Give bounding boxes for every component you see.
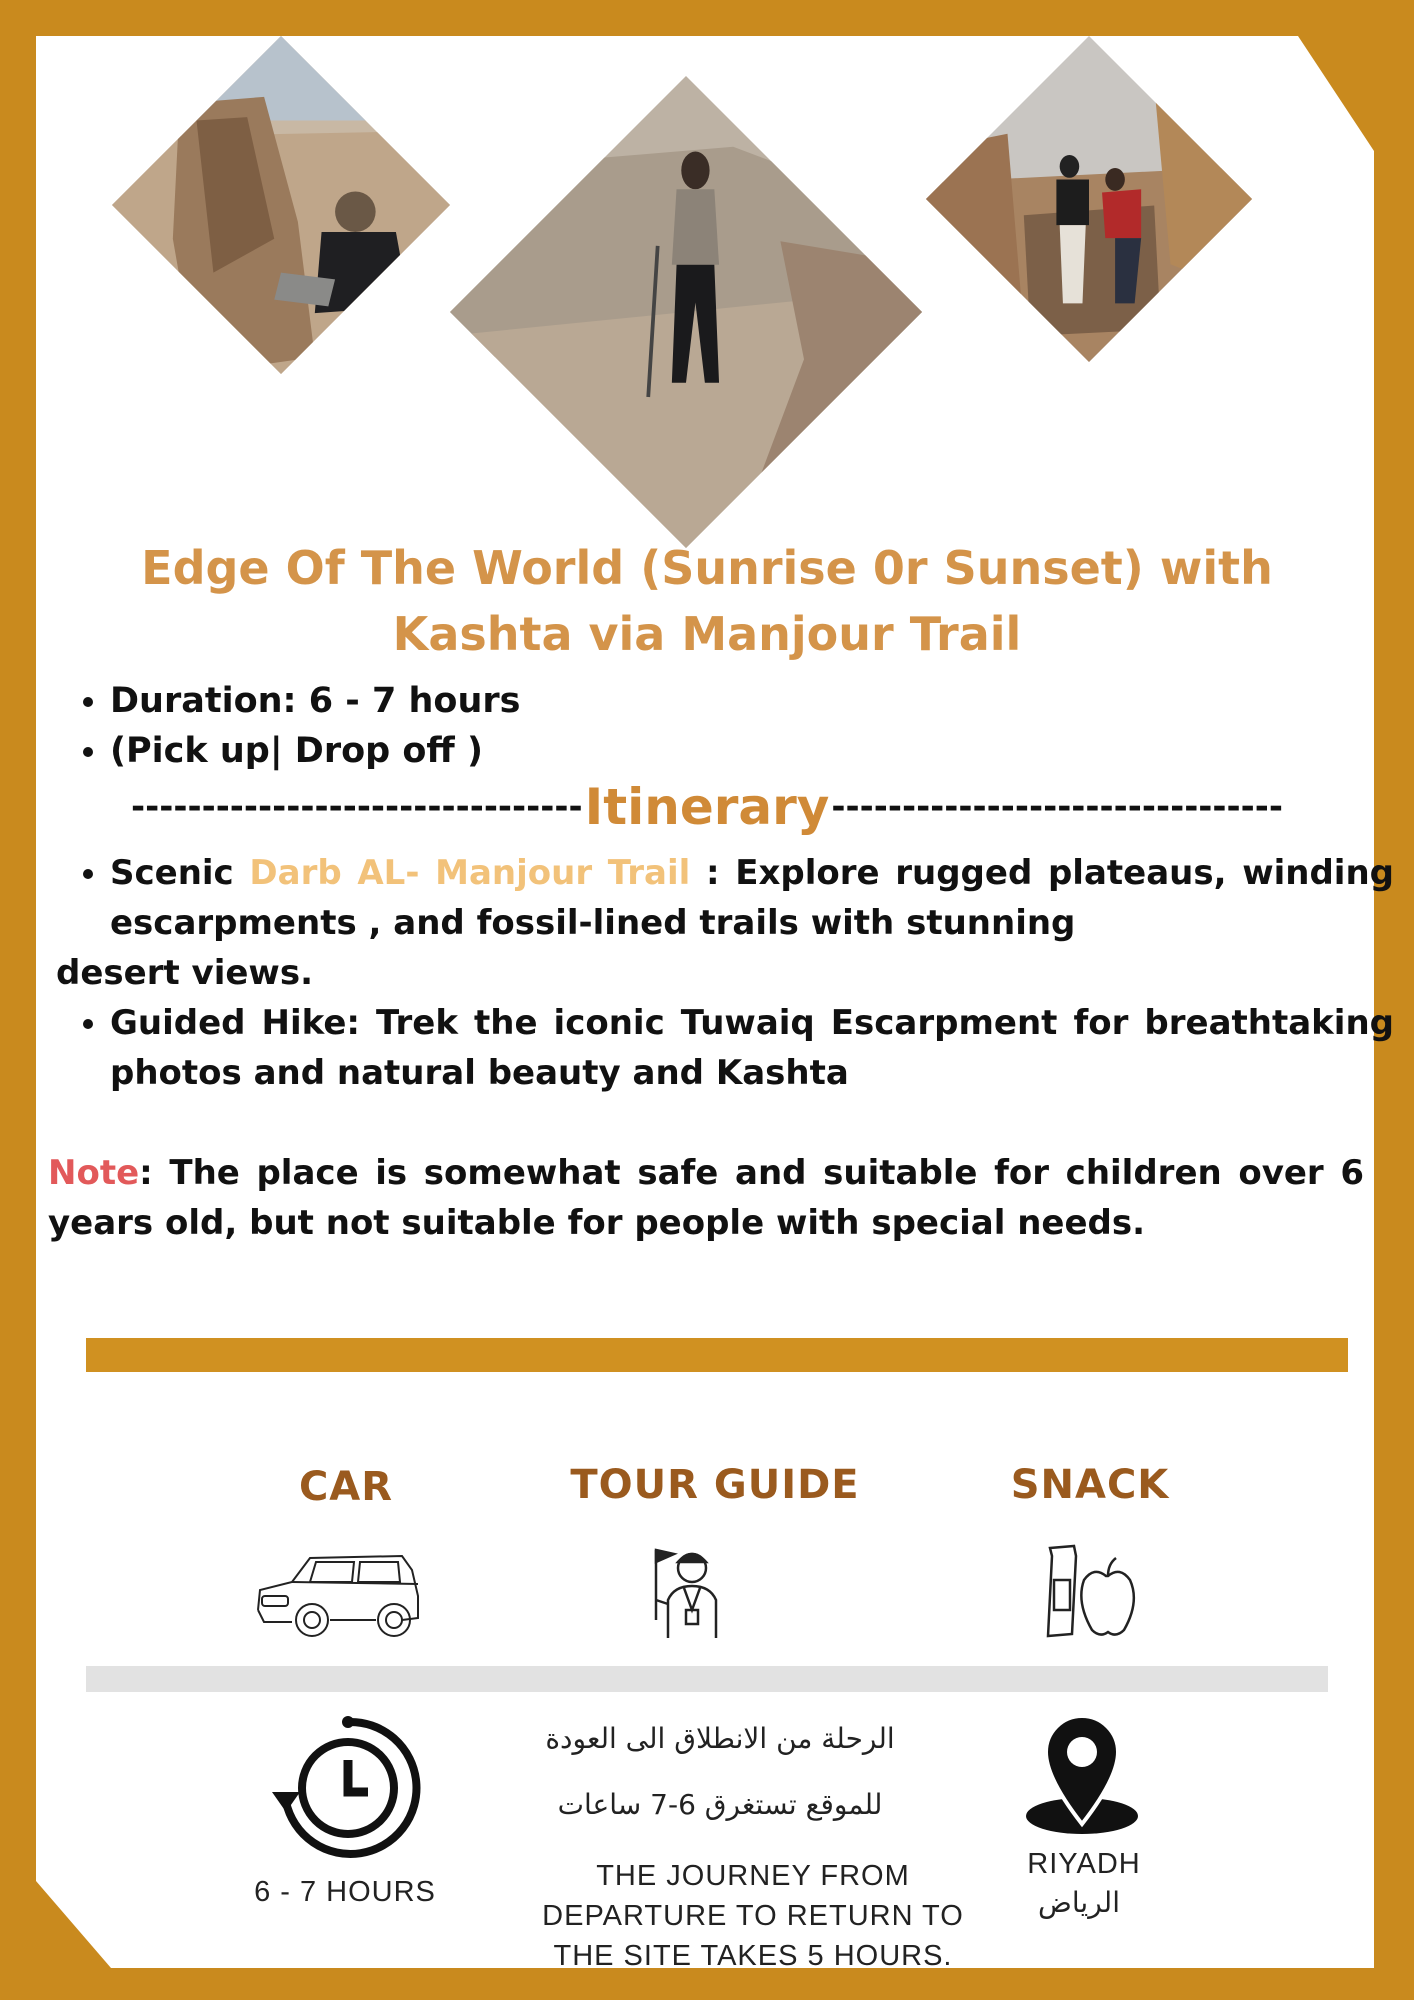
location-pin-icon	[1024, 1712, 1140, 1836]
itinerary-item-trail	[110, 848, 1394, 948]
clock-icon	[268, 1712, 428, 1858]
itinerary-list-2	[80, 998, 1394, 1098]
journey-description: THE JOURNEY FROM DEPARTURE TO RETURN TO THE SITE TAKES 5 HOURS.	[542, 1860, 964, 1972]
note-paragraph	[48, 1148, 1364, 1248]
city-label: RIYADH	[1027, 1848, 1141, 1880]
note-text: : The place is somewhat safe and suitable for children over 6 years old, but not suitable for people with special needs.	[48, 1153, 1364, 1243]
duration-hours-label: 6 - 7 HOURS	[254, 1876, 436, 1908]
trip-title: Edge Of The World (Sunrise 0r Sunset) with Kashta via Manjour Trail	[141, 541, 1273, 661]
car-icon	[252, 1540, 424, 1640]
city-label-arabic: الرياض	[1038, 1886, 1120, 1919]
itinerary-item-hike: • Guided Hike: Trek the iconic Tuwaiq Escarpment for breathtaking photos and natural beauty and Kashta	[110, 998, 1394, 1098]
itinerary-item-trail-text: : Explore rugged plateaus, winding escarpments , and fossil-lined trails with stunning	[110, 853, 1394, 943]
feature-guide-label: TOUR GUIDE	[570, 1462, 860, 1508]
itinerary-dashes-right: --------------------------------	[831, 787, 1283, 827]
itinerary-dashes-left: --------------------------------	[131, 787, 583, 827]
duration-item: • Duration: 6 - 7 hours	[110, 676, 520, 726]
arabic-journey-line1: الرحلة من الانطلاق الى العودة	[545, 1722, 895, 1755]
tour-guide-icon	[644, 1540, 734, 1640]
divider-bar-grey	[86, 1666, 1328, 1692]
trip-details-list	[80, 676, 520, 776]
feature-car-label: CAR	[298, 1464, 394, 1510]
pickup-item: • (Pick up| Drop off )	[110, 726, 520, 776]
itinerary-list	[80, 848, 1394, 948]
arabic-journey-line2: للموقع تستغرق 6-7 ساعات	[557, 1788, 883, 1821]
divider-bar-gold	[86, 1338, 1348, 1372]
trail-name-highlight: Darb AL- Manjour Trail	[249, 853, 691, 893]
snack-icon	[1036, 1540, 1138, 1640]
feature-snack-label: SNACK	[1010, 1462, 1170, 1508]
itinerary-item-prefix: Scenic	[110, 853, 250, 893]
itinerary-heading-row	[46, 778, 1368, 836]
itinerary-item-trail-continuation: desert views.	[56, 953, 313, 993]
itinerary-heading: Itinerary	[584, 778, 830, 836]
note-label: Note	[48, 1153, 140, 1193]
